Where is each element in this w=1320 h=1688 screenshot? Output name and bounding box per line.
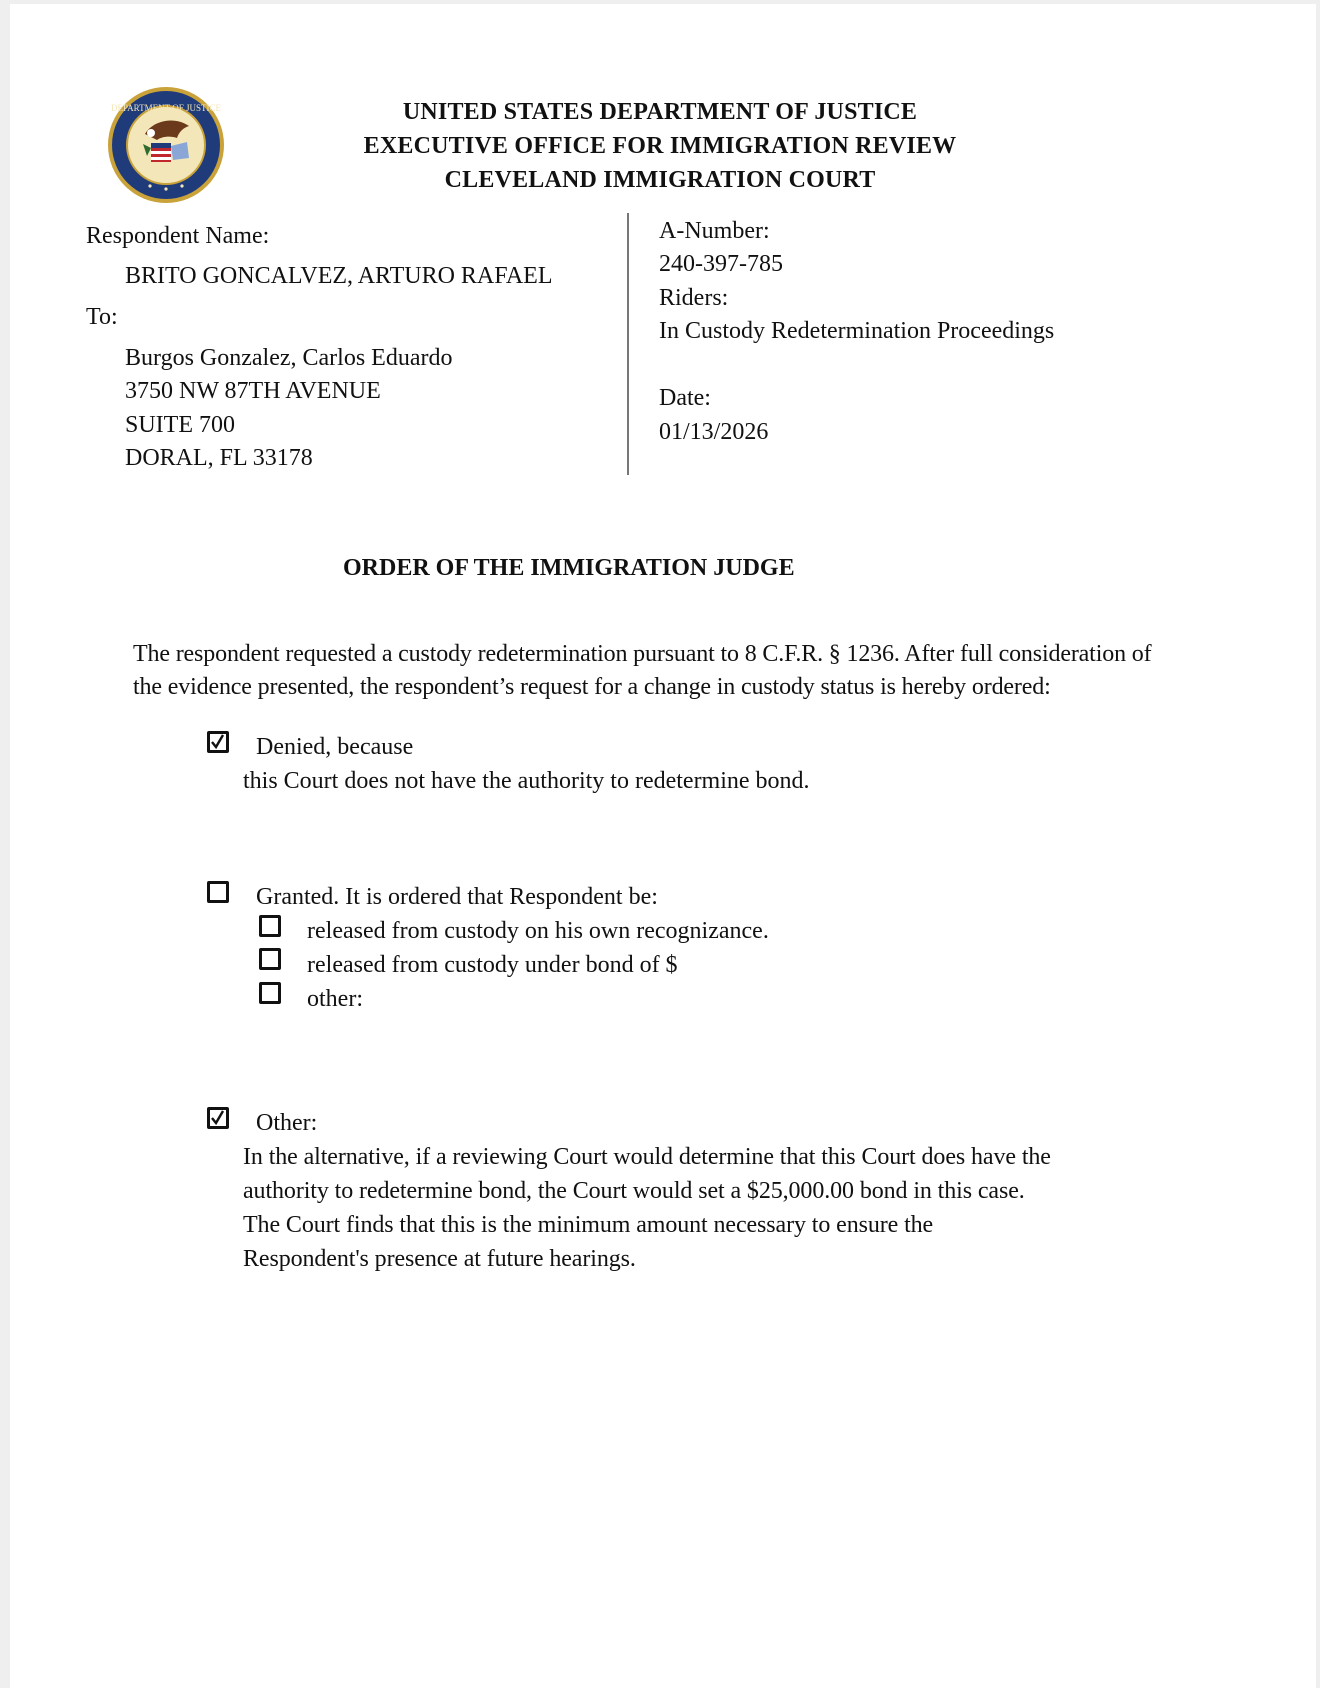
riders-label: Riders: — [659, 285, 729, 311]
order-intro-line2: the evidence presented, the respondent’s request for a change in custody status is hereby ordered: — [133, 674, 1051, 700]
granted-label: Granted. It is ordered that Respondent be: — [256, 884, 658, 910]
riders-value: In Custody Redetermination Proceedings — [659, 318, 1055, 344]
order-title: ORDER OF THE IMMIGRATION JUDGE — [343, 555, 795, 581]
denied-label: Denied, because — [256, 734, 414, 760]
a-number-label: A-Number: — [659, 218, 770, 244]
checkmark-icon — [210, 1110, 226, 1126]
granted-other-label: other: — [307, 986, 363, 1012]
denied-checkbox[interactable] — [207, 731, 229, 753]
other-label: Other: — [256, 1110, 318, 1136]
other-text-line2: authority to redetermine bond, the Court would set a $25,000.00 bond in this case. — [243, 1178, 1025, 1204]
recipient-name: Burgos Gonzalez, Carlos Eduardo — [125, 345, 453, 371]
other-text-line3: The Court finds that this is the minimum amount necessary to ensure the — [243, 1212, 934, 1238]
other-checkbox[interactable] — [207, 1107, 229, 1129]
date-label: Date: — [659, 385, 711, 411]
own-recognizance-label: released from custody on his own recognizance. — [307, 918, 769, 944]
checkmark-icon — [210, 734, 226, 750]
svg-text:DEPARTMENT OF JUSTICE: DEPARTMENT OF JUSTICE — [111, 103, 221, 113]
recipient-address-line2: SUITE 700 — [125, 412, 235, 438]
granted-other-checkbox[interactable] — [259, 982, 281, 1004]
other-text-line4: Respondent's presence at future hearings. — [243, 1246, 636, 1272]
date-value: 01/13/2026 — [659, 419, 769, 445]
to-label: To: — [86, 304, 118, 330]
recipient-address-line1: 3750 NW 87TH AVENUE — [125, 378, 381, 404]
own-recognizance-checkbox[interactable] — [259, 915, 281, 937]
header-office: EXECUTIVE OFFICE FOR IMMIGRATION REVIEW — [363, 133, 957, 159]
other-text-line1: In the alternative, if a reviewing Court would determine that this Court does have the — [243, 1144, 1051, 1170]
bond-label: released from custody under bond of $ — [307, 952, 678, 978]
header-department: UNITED STATES DEPARTMENT OF JUSTICE — [402, 99, 918, 125]
granted-checkbox[interactable] — [207, 881, 229, 903]
column-divider — [627, 213, 629, 475]
recipient-address-city: DORAL, FL 33178 — [125, 445, 313, 471]
respondent-name-label: Respondent Name: — [86, 223, 270, 249]
denied-reason: this Court does not have the authority to redetermine bond. — [243, 768, 810, 794]
a-number-value: 240-397-785 — [659, 251, 783, 277]
header-court: CLEVELAND IMMIGRATION COURT — [444, 167, 876, 193]
bond-checkbox[interactable] — [259, 948, 281, 970]
order-intro-line1: The respondent requested a custody redetermination pursuant to 8 C.F.R. § 1236. After full consideration of — [133, 641, 1152, 667]
respondent-name: BRITO GONCALVEZ, ARTURO RAFAEL — [125, 263, 553, 289]
